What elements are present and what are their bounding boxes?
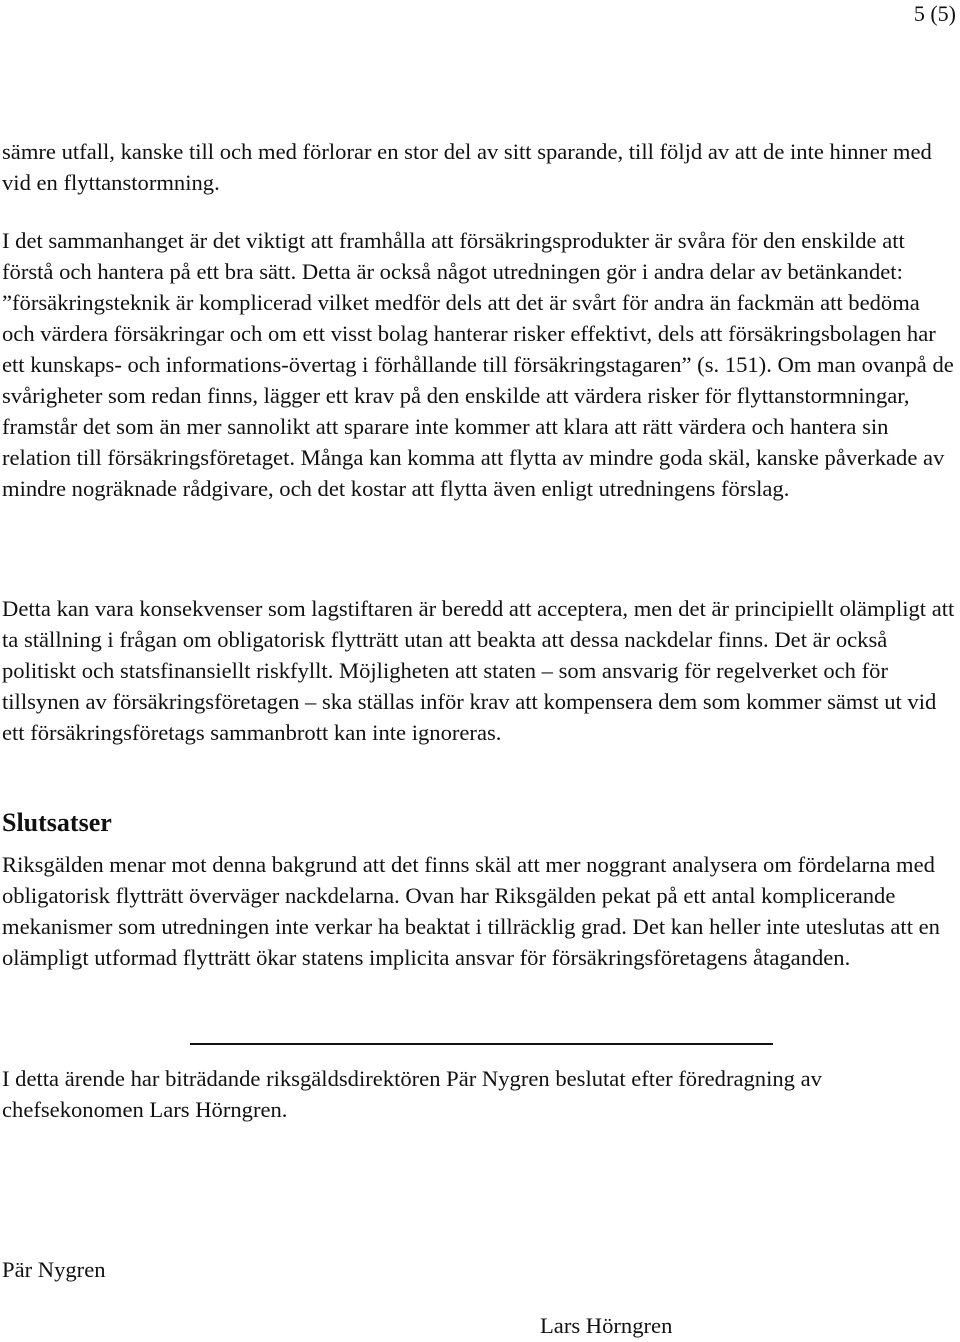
paragraph-conclusions: Riksgälden menar mot denna bakgrund att det finns skäl att mer noggrant analysera om fördelarna med obligatorisk flytträtt överväger nackdelarna. Ovan har Riksgälden pekat på ett antal komplicerande mekanismer som utredningen inte verkar ha beaktat i tillräcklig grad. Det kan heller inte uteslutas att en olämpligt utformad flytträtt ökar statens implicita ansvar för försäkringsföretagens åtaganden. [2, 852, 940, 970]
signature-separator-line [190, 1043, 773, 1045]
page-number: 5 (5) [913, 1, 956, 26]
paragraph-consequences: Detta kan vara konsekvenser som lagstiftaren är beredd att acceptera, men det är principiellt olämpligt att ta ställning i frågan om obligatorisk flytträtt utan att beakta att dessa nackdelar finns. Det är också politiskt och statsfinansiellt riskfyllt. Möjligheten att staten – som ansvarig för regelverket och för tillsynen av försäkringsföretagen – ska ställas inför krav att kompensera dem som kommer sämst ut vid ett försäkringsföretags sammanbrott kan inte ignoreras. [2, 596, 955, 745]
signature-second: Lars Hörngren [540, 1313, 673, 1338]
conclusions-heading: Slutsatser [2, 808, 112, 837]
signature-first: Pär Nygren [2, 1257, 106, 1282]
paragraph-insurance-complexity: I det sammanhanget är det viktigt att framhålla att försäkringsprodukter är svåra för den enskilde att förstå och hantera på ett bra sätt. Detta är också något utredningen gör i andra delar av betänkandet: ”försäkringsteknik är komplicerad vilket medför dels att det är svårt för andra än fackmän att bedöma och värdera försäkringar och om ett visst bolag hanterar risker effektivt, dels att försäkringsbolagen har ett kunskaps- och informations-övertag i förhållande till försäkringstagaren” (s. 151). Om man ovanpå de svårigheter som redan finns, lägger ett krav på den enskilde att värdera risker för flyttanstormningar, framstår det som än mer sannolikt att sparare inte kommer att klara att rätt värdera och hantera sin relation till försäkringsföretaget. Många kan komma att flytta av mindre goda skäl, kanske påverkade av mindre nogräknade rådgivare, och det kostar att flytta även enligt utredningens förslag. [2, 228, 954, 501]
paragraph-continuation: sämre utfall, kanske till och med förlorar en stor del av sitt sparande, till följd av att de inte hinner med vid en flyttanstormning. [2, 139, 932, 195]
paragraph-decision-note: I detta ärende har biträdande riksgäldsdirektören Pär Nygren beslutat efter föredragning av chefsekonomen Lars Hörngren. [2, 1066, 822, 1122]
